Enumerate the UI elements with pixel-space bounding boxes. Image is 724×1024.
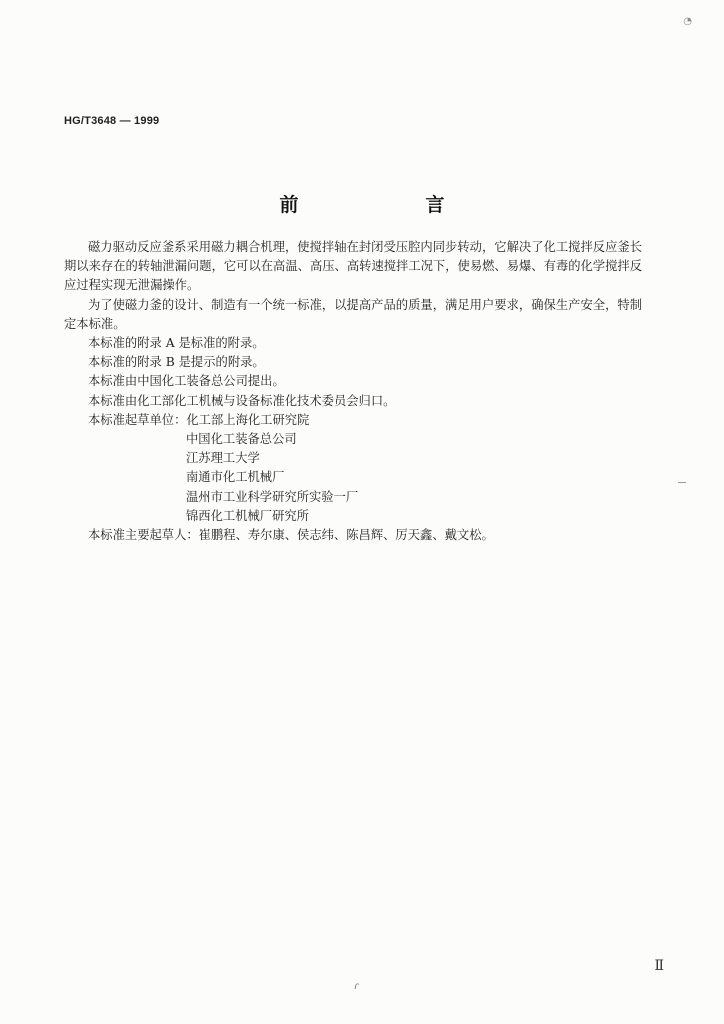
list-item: 锦西化工机械厂研究所 <box>186 508 309 523</box>
appendix-a-line: 本标准的附录 A 是标准的附录。 <box>88 336 265 351</box>
paragraph-intro: 磁力驱动反应釜系采用磁力耦合机理，使搅拌轴在封闭受压腔内同步转动，它解决了化工搅拌反应釜长期以来存在的转轴泄漏问题，它可以在高温、高压、高转速搅拌工况下，使易燃、易爆、有毒的化学搅拌反应过程实现无泄漏操作。 <box>64 240 642 293</box>
page-number: Ⅱ <box>654 958 664 974</box>
list-item: 江苏理工大学 <box>186 451 260 466</box>
drafting-unit-line: 本标准起草单位：化工部上海化工研究院 <box>88 412 310 427</box>
committee-line: 本标准由化工部化工机械与设备标准化技术委员会归口。 <box>88 393 396 408</box>
list-item: 温州市工业科学研究所实验一厂 <box>186 489 359 504</box>
list-item: 南通市化工机械厂 <box>186 470 285 485</box>
document-body <box>64 238 642 545</box>
standard-code: HG/T3648 — 1999 <box>64 115 160 127</box>
scan-mark-icon: ◔ <box>683 16 692 27</box>
margin-tick <box>678 482 686 483</box>
appendix-b-line: 本标准的附录 B 是提示的附录。 <box>88 355 265 370</box>
drafting-units-list <box>64 430 642 526</box>
proposer-line: 本标准由中国化工装备总公司提出。 <box>88 374 285 389</box>
paragraph-purpose: 为了使磁力釜的设计、制造有一个统一标准，以提高产品的质量，满足用户要求，确保生产安全，特制定本标准。 <box>64 297 642 331</box>
drafters-line: 本标准主要起草人：崔鹏程、寿尔康、侯志纬、陈昌辉、厉天鑫、戴文松。 <box>88 528 494 543</box>
page-title: 前 言 <box>279 194 499 216</box>
list-item: 中国化工装备总公司 <box>186 432 297 447</box>
scan-artifact: ɾ <box>354 981 359 992</box>
